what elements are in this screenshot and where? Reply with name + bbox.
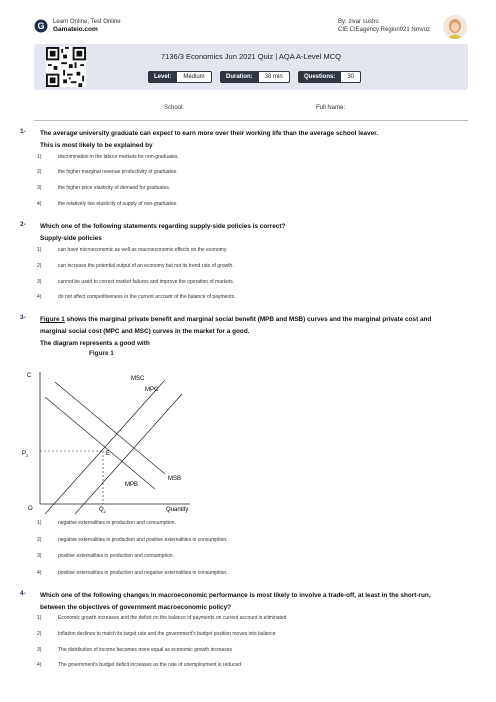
question-number: 1- <box>20 128 26 135</box>
question-stem-2: Supply-side policies <box>40 235 102 242</box>
option[interactable]: 3) cannot be used to correct market failures and improve the operation of markets. <box>37 279 235 285</box>
duration-value: 30 min <box>259 71 290 83</box>
question-number: 3- <box>20 314 26 321</box>
svg-text:G: G <box>37 21 45 31</box>
option[interactable]: 2) can increase the potential output of an economy but not its trend rate of growth. <box>37 263 234 269</box>
question-3 <box>20 314 470 350</box>
question-stem-2: This is most likely to be explained by <box>40 142 153 149</box>
option[interactable]: 1) can have microeconomic as well as macroeconomic effects on the economy. <box>37 247 228 253</box>
figure-link[interactable]: Figure 1 <box>40 316 65 323</box>
avatar-portrait-icon <box>443 15 467 39</box>
price-label: $P_2$ <box>22 451 29 458</box>
question-stem: Figure 1 shows the marginal private benefit and marginal social benefit (MPB and MSB) curves and the marginal private cost and <box>40 316 432 323</box>
level-value: Medium <box>177 71 211 83</box>
msc-label: MSC <box>131 376 145 382</box>
question-stem-2: marginal social cost (MPC and MSC) curves in the market for a good. <box>40 328 250 335</box>
externalities-diagram <box>20 362 200 518</box>
option[interactable]: 4) positive externalities in production and negative externalities in consumption. <box>37 570 228 576</box>
author-agency: CIE CIEagency Region021 Nmvoz <box>338 27 431 33</box>
option[interactable]: 1) discrimination in the labour markets for non-graduates. <box>37 154 179 160</box>
duration-label: Duration: <box>220 71 259 83</box>
questions-label: Questions: <box>298 71 341 83</box>
site-header <box>34 18 121 34</box>
full-name-field[interactable]: Full Name: <box>316 105 346 111</box>
questions-value: 30 <box>341 71 361 83</box>
question-stem: The average university graduate can expect to earn more over their working life than the average school leaver. <box>40 130 379 137</box>
y-axis-label: C <box>27 373 32 379</box>
school-field[interactable]: School: <box>164 105 185 111</box>
avatar <box>443 15 467 39</box>
divider <box>34 120 468 121</box>
tagline: Learn Online, Test Online <box>53 19 121 25</box>
question-stem: Which one of the following changes in macroeconomic performance is most likely to involve a trade-off, at least in the short-run, <box>40 592 431 599</box>
quantity-label: $Q_2$ <box>99 507 106 514</box>
question-stem-3: The diagram represents a good with <box>40 340 150 347</box>
mpc-label: MPC <box>145 387 159 393</box>
option[interactable]: 2) negative externalities in production and positive externalities in consumption. <box>37 537 228 543</box>
option[interactable]: 3) positive externalities in production and consumption. <box>37 553 174 559</box>
option[interactable]: 2) Inflation declines to match its target rate and the government's budget position moves into balance <box>37 631 276 637</box>
msb-curve <box>55 382 165 474</box>
option[interactable]: 3) the higher price elasticity of demand for graduates. <box>37 185 171 191</box>
option[interactable]: 4) do not affect competitiveness or the current account of the balance of payments. <box>37 294 236 300</box>
question-number: 4- <box>20 590 26 597</box>
option[interactable]: 1) Economic growth increases and the deficit on the balance of payments on current account is eliminated <box>37 615 287 621</box>
quiz-banner <box>34 44 468 90</box>
author-name: By: zivar sushu <box>338 19 379 25</box>
option[interactable]: 4) The government's budget deficit increases as the rate of unemployment is reduced <box>37 662 242 668</box>
mpb-label: MPB <box>125 482 139 488</box>
msb-label: MSB <box>168 476 182 482</box>
questions-pill <box>298 71 361 83</box>
question-4 <box>20 590 470 668</box>
site-link[interactable]: Gamateio.com <box>53 26 98 33</box>
option[interactable]: 2) the higher marginal revenue productivity of graduates. <box>37 169 178 175</box>
quiz-title: 7136/3 Economics Jun 2021 Quiz | AQA A-Level MCQ <box>161 52 341 61</box>
level-label: Level: <box>148 71 177 83</box>
x-axis-label: Quantity <box>166 507 189 513</box>
point-e-label: E <box>106 451 111 457</box>
option[interactable]: 1) negative externalities in production and consumption. <box>37 520 176 526</box>
duration-pill <box>220 71 290 83</box>
author-info <box>338 18 430 34</box>
option[interactable]: 3) The distribution of income becomes more equal as economic growth increases <box>37 647 232 653</box>
question-stem-2: between the objectives of government macroeconomic policy? <box>40 604 232 611</box>
question-2 <box>20 221 470 300</box>
figure-title: Figure 1 <box>89 350 114 357</box>
option[interactable]: 4) the relatively low elasticity of supply of non-graduates. <box>37 201 178 207</box>
level-pill <box>148 71 212 83</box>
origin-label: O <box>28 506 33 512</box>
gamateio-logo-icon <box>34 19 48 33</box>
question-stem: Which one of the following statements regarding supply-side policies is correct? <box>40 223 286 230</box>
question-1 <box>20 128 470 207</box>
question-number: 2- <box>20 221 26 228</box>
